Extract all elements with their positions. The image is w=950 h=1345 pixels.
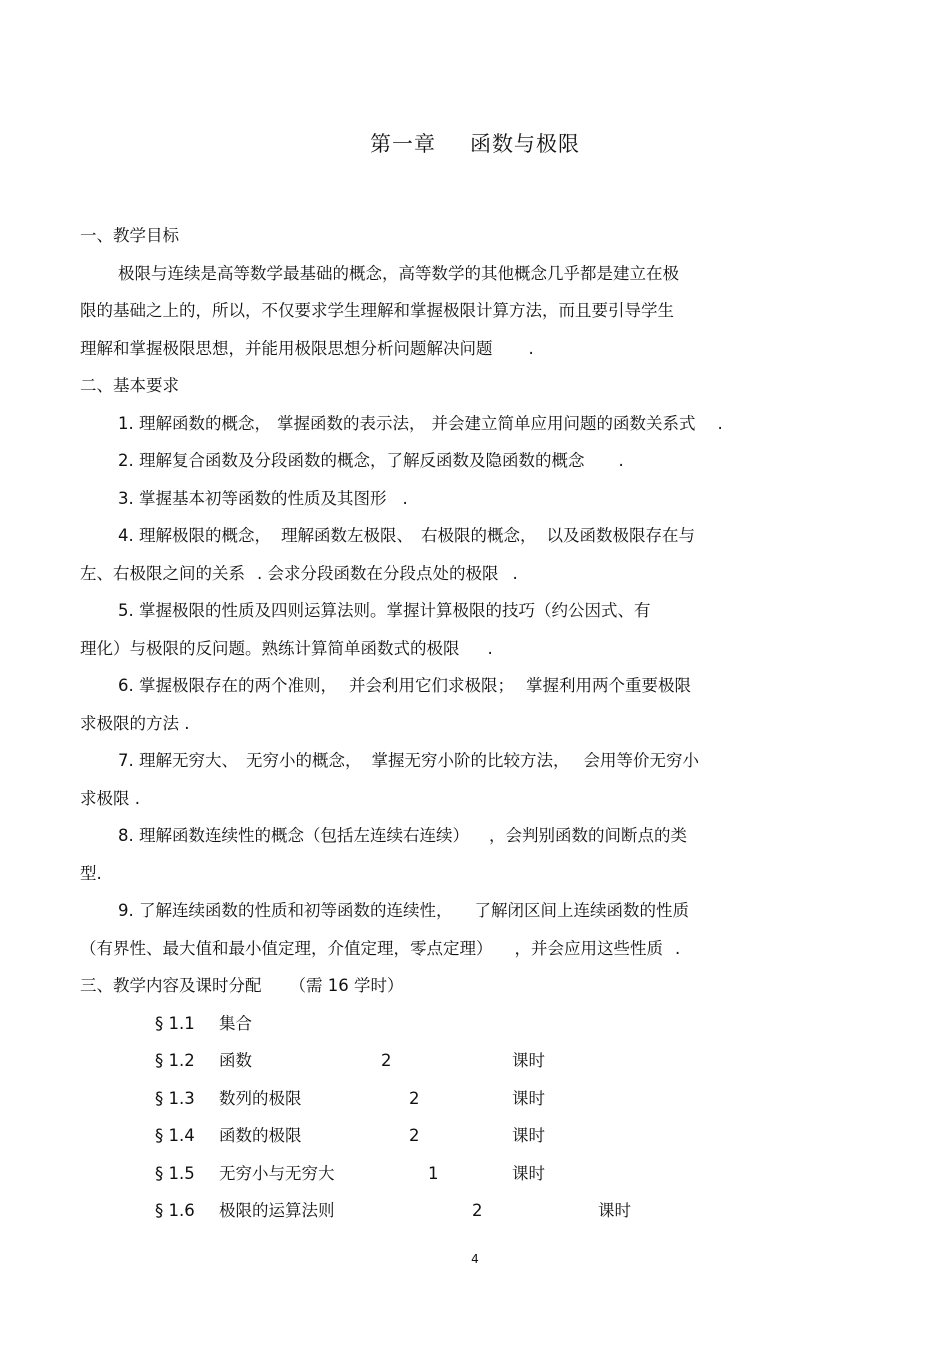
requirement-item: 8. 理解函数连续性的概念（包括左连续右连续） ，会判别函数的间断点的类	[118, 826, 687, 845]
schedule-section: § 1.6	[155, 1201, 195, 1220]
schedule-topic: 无穷小与无穷大	[219, 1164, 335, 1183]
schedule-section: § 1.1	[155, 1014, 195, 1033]
schedule-section: § 1.5	[155, 1164, 195, 1183]
schedule-row	[0, 1012, 950, 1036]
schedule-row	[0, 1199, 950, 1223]
chapter-title: 函数与极限	[470, 132, 580, 156]
section-heading-requirements: 二、基本要求	[80, 376, 179, 395]
schedule-unit: 课时	[512, 1089, 545, 1108]
requirement-item: 2. 理解复合函数及分段函数的概念，了解反函数及隐函数的概念 .	[118, 451, 624, 470]
requirement-item-cont: 理化）与极限的反问题。熟练计算简单函数式的极限 .	[80, 639, 493, 658]
requirement-item: 4. 理解极限的概念， 理解函数左极限、 右极限的概念， 以及函数极限存在与	[118, 526, 695, 545]
chapter-number: 第一章	[370, 132, 436, 156]
schedule-hours: 2	[409, 1089, 420, 1108]
schedule-unit: 课时	[512, 1126, 545, 1145]
schedule-section: § 1.3	[155, 1089, 195, 1108]
section-heading-goals: 一、教学目标	[80, 226, 179, 245]
schedule-hours: 2	[409, 1126, 420, 1145]
paragraph-line: 限的基础之上的，所以，不仅要求学生理解和掌握极限计算方法，而且要引导学生	[80, 301, 674, 320]
schedule-hours: 1	[428, 1164, 439, 1183]
paragraph-line: 极限与连续是高等数学最基础的概念，高等数学的其他概念几乎都是建立在极	[118, 264, 679, 283]
requirement-item-cont: 求极限 .	[80, 789, 140, 808]
schedule-unit: 课时	[512, 1051, 545, 1070]
requirement-item: 9. 了解连续函数的性质和初等函数的连续性， 了解闭区间上连续函数的性质	[118, 901, 689, 920]
requirement-item: 5. 掌握极限的性质及四则运算法则。掌握计算极限的技巧（约公因式、有	[118, 601, 651, 620]
schedule-topic: 数列的极限	[219, 1089, 302, 1108]
schedule-section: § 1.2	[155, 1051, 195, 1070]
schedule-row	[0, 1087, 950, 1111]
schedule-topic: 集合	[219, 1014, 252, 1033]
schedule-topic: 函数	[219, 1051, 252, 1070]
schedule-hours: 2	[472, 1201, 483, 1220]
schedule-topic: 极限的运算法则	[219, 1201, 335, 1220]
schedule-unit: 课时	[512, 1164, 545, 1183]
schedule-row	[0, 1162, 950, 1186]
requirement-item: 3. 掌握基本初等函数的性质及其图形 .	[118, 489, 408, 508]
schedule-topic: 函数的极限	[219, 1126, 302, 1145]
schedule-section: § 1.4	[155, 1126, 195, 1145]
requirement-item-cont: 左、右极限之间的关系 . 会求分段函数在分段点处的极限 .	[80, 564, 518, 583]
paragraph-line: 理解和掌握极限思想，并能用极限思想分析问题解决问题 .	[80, 339, 534, 358]
chapter-heading	[0, 128, 950, 158]
requirement-item-cont: 型.	[80, 864, 102, 883]
schedule-row	[0, 1124, 950, 1148]
schedule-hours: 2	[381, 1051, 392, 1070]
section-heading-schedule: 三、教学内容及课时分配 （需 16 学时）	[80, 976, 404, 995]
schedule-row	[0, 1049, 950, 1073]
requirement-item: 1. 理解函数的概念， 掌握函数的表示法， 并会建立简单应用问题的函数关系式 .	[118, 414, 723, 433]
page-number: 4	[471, 1252, 479, 1266]
requirement-item: 7. 理解无穷大、 无穷小的概念， 掌握无穷小阶的比较方法， 会用等价无穷小	[118, 751, 699, 770]
schedule-unit: 课时	[598, 1201, 631, 1220]
requirement-item-cont: 求极限的方法 .	[80, 714, 190, 733]
requirement-item: 6. 掌握极限存在的两个准则， 并会利用它们求极限； 掌握利用两个重要极限	[118, 676, 691, 695]
requirement-item-cont: （有界性、最大值和最小值定理，介值定理，零点定理） ，并会应用这些性质 .	[80, 939, 681, 958]
